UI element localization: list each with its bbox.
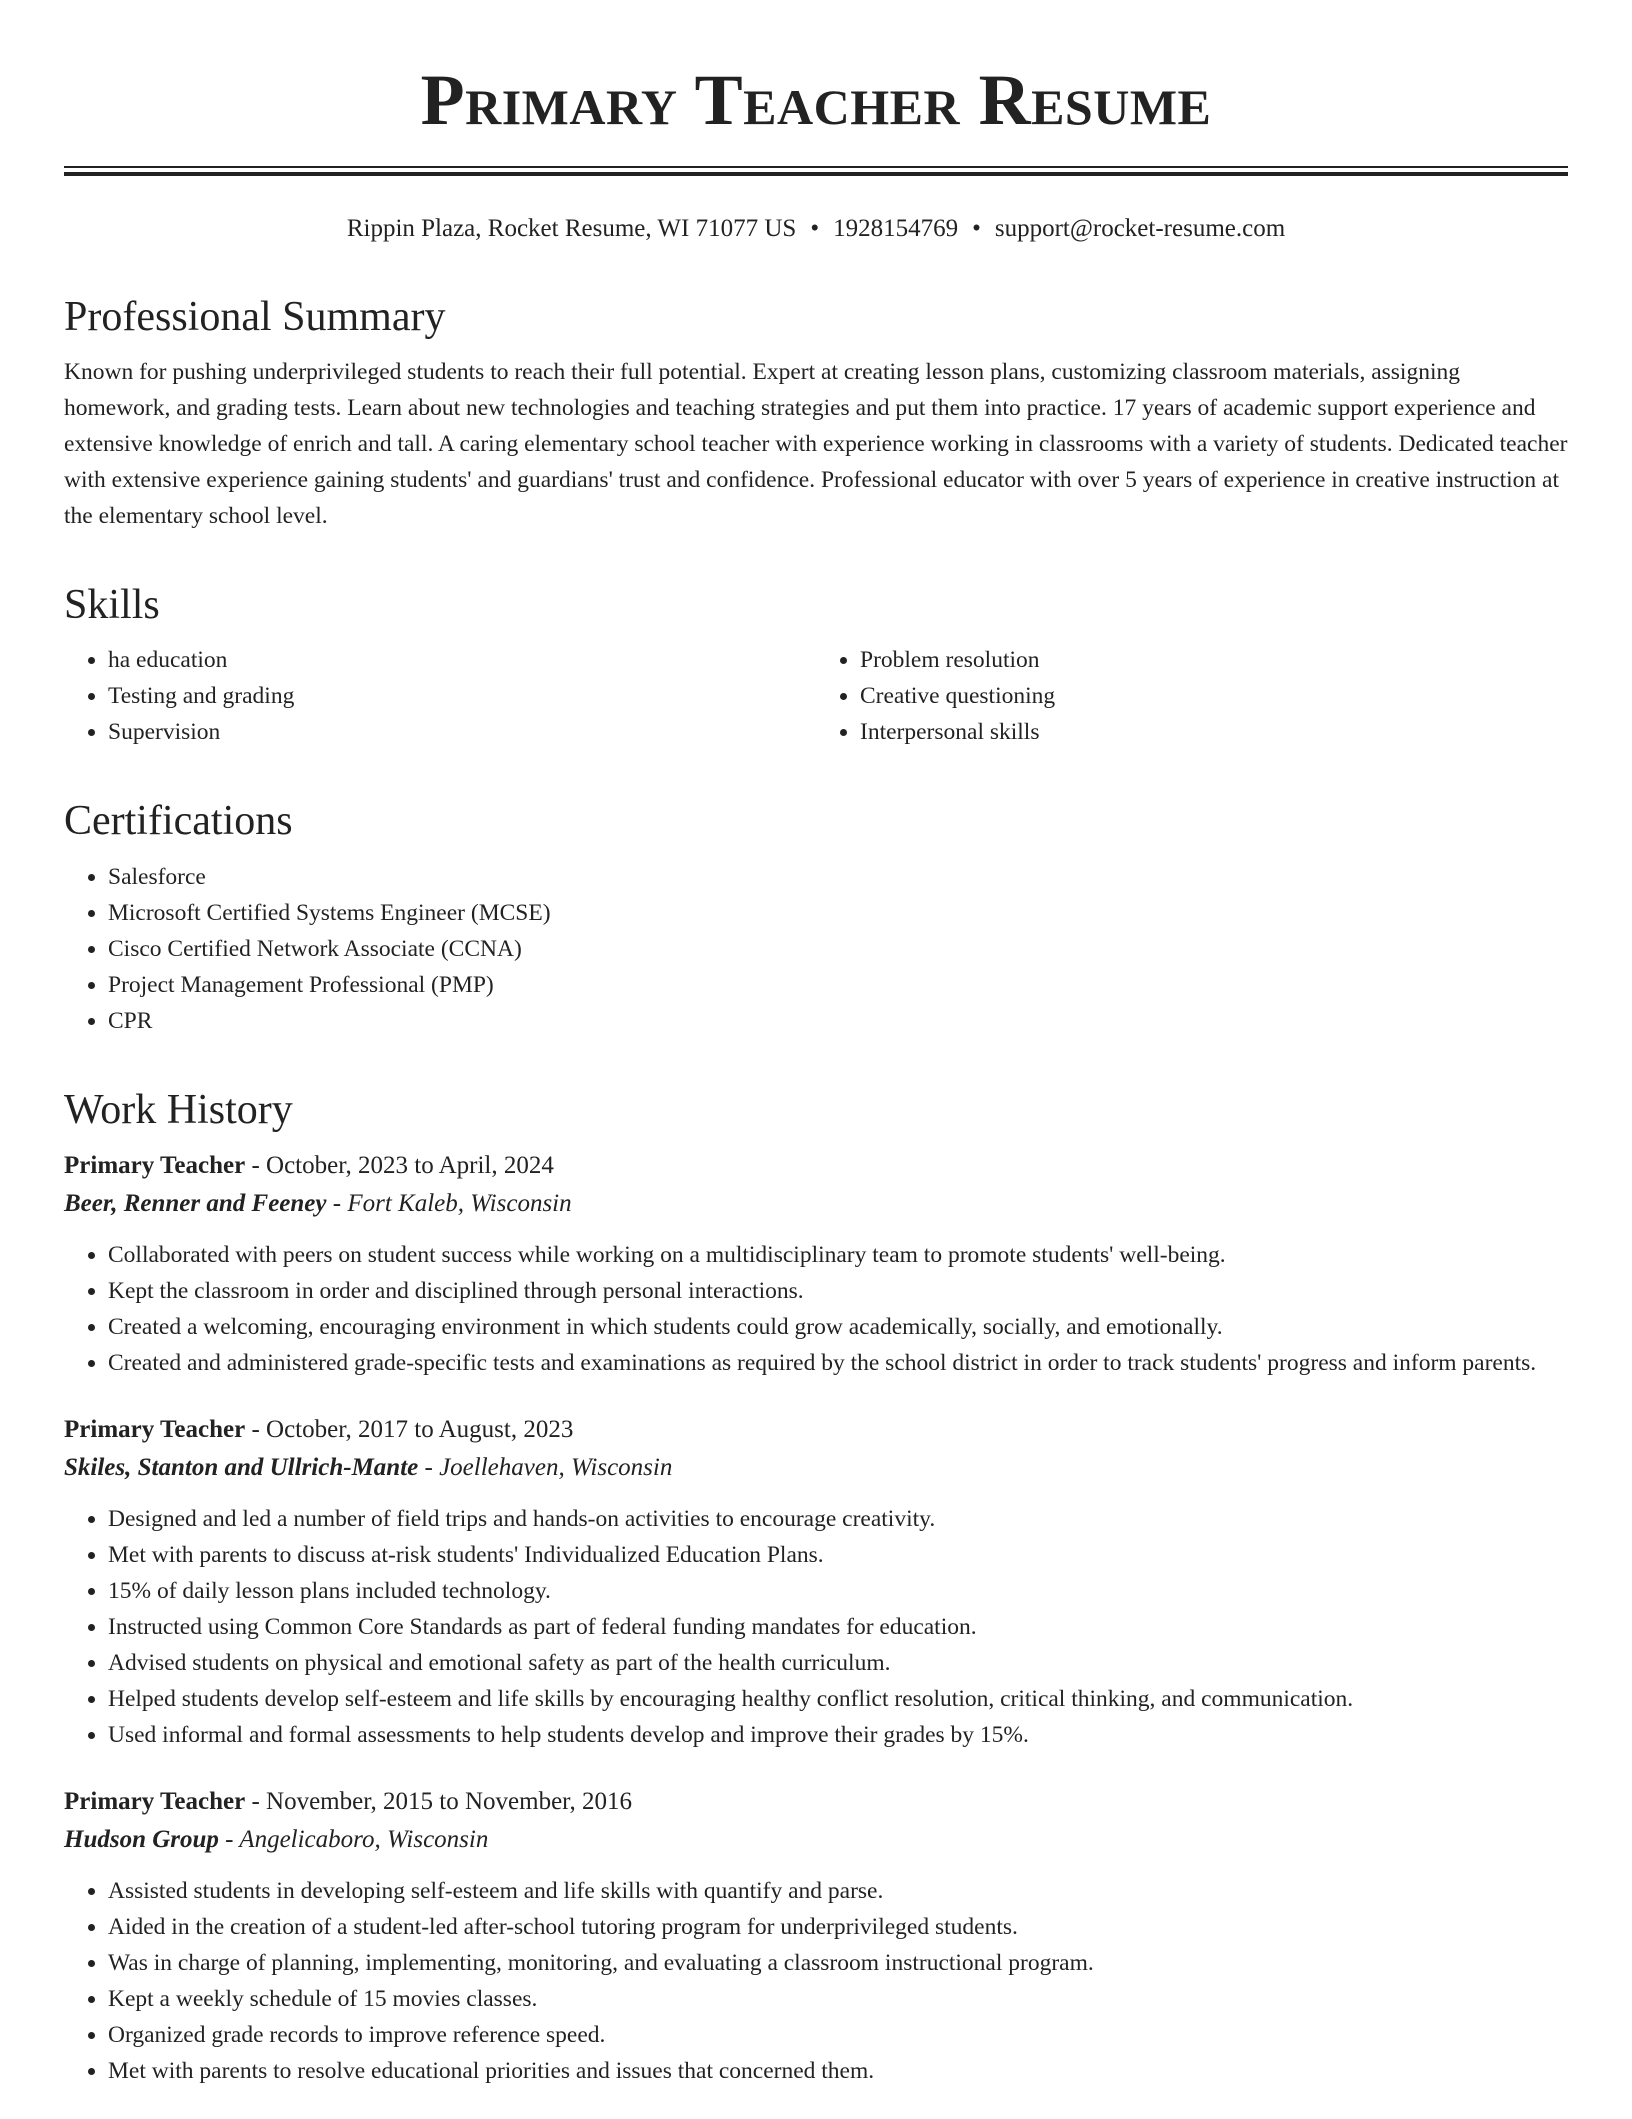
job-role: Primary Teacher xyxy=(64,1415,246,1443)
job-company: Beer, Renner and Feeney xyxy=(64,1189,327,1217)
job-role: Primary Teacher xyxy=(64,1787,246,1815)
skills-columns xyxy=(64,642,1568,750)
job-bullets xyxy=(64,1501,1568,1753)
skill-item: • Supervision xyxy=(108,714,816,750)
contact-separator: • xyxy=(972,215,981,242)
job-company: Skiles, Stanton and Ullrich-Mante xyxy=(64,1453,419,1481)
skills-heading: Skills xyxy=(64,582,160,629)
job-bullet: • Created and administered grade-specific tests and examinations as required by the school district in order to track students' progress and inform parents. xyxy=(108,1345,1568,1381)
certification-item: • Project Management Professional (PMP) xyxy=(108,967,1568,1003)
job-bullet: • Met with parents to resolve educational priorities and issues that concerned them. xyxy=(108,2053,1568,2089)
job-dates: - October, 2017 to August, 2023 xyxy=(245,1415,574,1443)
certifications-list xyxy=(64,859,1568,1039)
resume-page xyxy=(64,0,1568,2119)
job-bullet: • Was in charge of planning, implementing, monitoring, and evaluating a classroom instructional program. xyxy=(108,1945,1568,1981)
contact-separator: • xyxy=(810,215,820,242)
skill-item: • Problem resolution xyxy=(860,642,1568,678)
job-title-line xyxy=(64,1783,1568,1821)
job-bullet: • Used informal and formal assessments to help students develop and improve their grades by 15%. xyxy=(108,1717,1568,1753)
contact-phone: 1928154769 xyxy=(833,215,959,242)
job-employer-line xyxy=(64,1449,1568,1487)
job-bullet: • Collaborated with peers on student success while working on a multidisciplinary team to promote students' well-being. xyxy=(108,1237,1568,1273)
summary-heading: Professional Summary xyxy=(64,294,446,340)
title-divider xyxy=(64,166,1568,176)
certification-item: • Salesforce xyxy=(108,859,1568,895)
skill-item: • Testing and grading xyxy=(108,678,816,714)
job-bullets xyxy=(64,1237,1568,1381)
job-entry xyxy=(64,1783,1568,2089)
contact-email: support@rocket-resume.com xyxy=(994,215,1286,242)
job-bullet: • 15% of daily lesson plans included technology. xyxy=(108,1573,1568,1609)
job-bullets xyxy=(64,1873,1568,2089)
contact-address: Rippin Plaza, Rocket Resume, WI 71077 US xyxy=(346,215,797,242)
job-location: - Fort Kaleb, Wisconsin xyxy=(326,1189,572,1217)
job-company: Hudson Group xyxy=(64,1825,219,1853)
job-bullet: • Assisted students in developing self-esteem and life skills with quantify and parse. xyxy=(108,1873,1568,1909)
skill-item: • Creative questioning xyxy=(860,678,1568,714)
certification-item: • CPR xyxy=(108,1003,1568,1039)
resume-title: Primary Teacher Resume xyxy=(420,60,1212,140)
job-bullet: • Instructed using Common Core Standards as part of federal funding mandates for education. xyxy=(108,1609,1568,1645)
job-bullet: • Created a welcoming, encouraging environment in which students could grow academically, socially, and emotionally. xyxy=(108,1309,1568,1345)
skill-item: • Interpersonal skills xyxy=(860,714,1568,750)
job-employer-line xyxy=(64,1185,1568,1223)
job-role: Primary Teacher xyxy=(64,1151,246,1179)
job-bullet: • Advised students on physical and emotional safety as part of the health curriculum. xyxy=(108,1645,1568,1681)
contact-line xyxy=(64,214,1568,244)
skills-list-left xyxy=(64,642,816,750)
certification-item: • Microsoft Certified Systems Engineer (MCSE) xyxy=(108,895,1568,931)
job-location: - Angelicaboro, Wisconsin xyxy=(218,1825,489,1853)
job-title-line xyxy=(64,1411,1568,1449)
job-dates: - October, 2023 to April, 2024 xyxy=(245,1151,554,1179)
job-dates: - November, 2015 to November, 2016 xyxy=(245,1787,633,1815)
job-bullet: • Helped students develop self-esteem and life skills by encouraging healthy conflict resolution, critical thinking, and communication. xyxy=(108,1681,1568,1717)
skills-list-right xyxy=(816,642,1568,750)
job-bullet: • Organized grade records to improve reference speed. xyxy=(108,2017,1568,2053)
certifications-heading: Certifications xyxy=(64,798,293,845)
job-title-line xyxy=(64,1147,1568,1185)
summary-text: Known for pushing underprivileged students to reach their full potential. Expert at creating lesson plans, customizing classroom materials, assigning homework, and grading tests. Learn about new technologies and teaching strategies and put them into practice. 17 years of academic support experience and extensive knowledge of enrich and tall. A caring elementary school teacher with experience working in classrooms with a variety of students. Dedicated teacher with extensive experience gaining students' and guardians' trust and confidence. Professional educator with over 5 years of experience in creative instruction at the elementary school level. xyxy=(64,359,1568,530)
job-bullet: • Kept a weekly schedule of 15 movies classes. xyxy=(108,1981,1568,2017)
work-history-heading: Work History xyxy=(64,1086,293,1133)
job-bullet: • Met with parents to discuss at-risk students' Individualized Education Plans. xyxy=(108,1537,1568,1573)
skill-item: • ha education xyxy=(108,642,816,678)
job-bullet: • Aided in the creation of a student-led after-school tutoring program for underprivileged students. xyxy=(108,1909,1568,1945)
job-employer-line xyxy=(64,1821,1568,1859)
job-entry xyxy=(64,1147,1568,1381)
job-location: - Joellehaven, Wisconsin xyxy=(418,1453,673,1481)
certification-item: • Cisco Certified Network Associate (CCNA) xyxy=(108,931,1568,967)
job-bullet: • Kept the classroom in order and disciplined through personal interactions. xyxy=(108,1273,1568,1309)
job-bullet: • Designed and led a number of field trips and hands-on activities to encourage creativity. xyxy=(108,1501,1568,1537)
job-entry xyxy=(64,1411,1568,1753)
